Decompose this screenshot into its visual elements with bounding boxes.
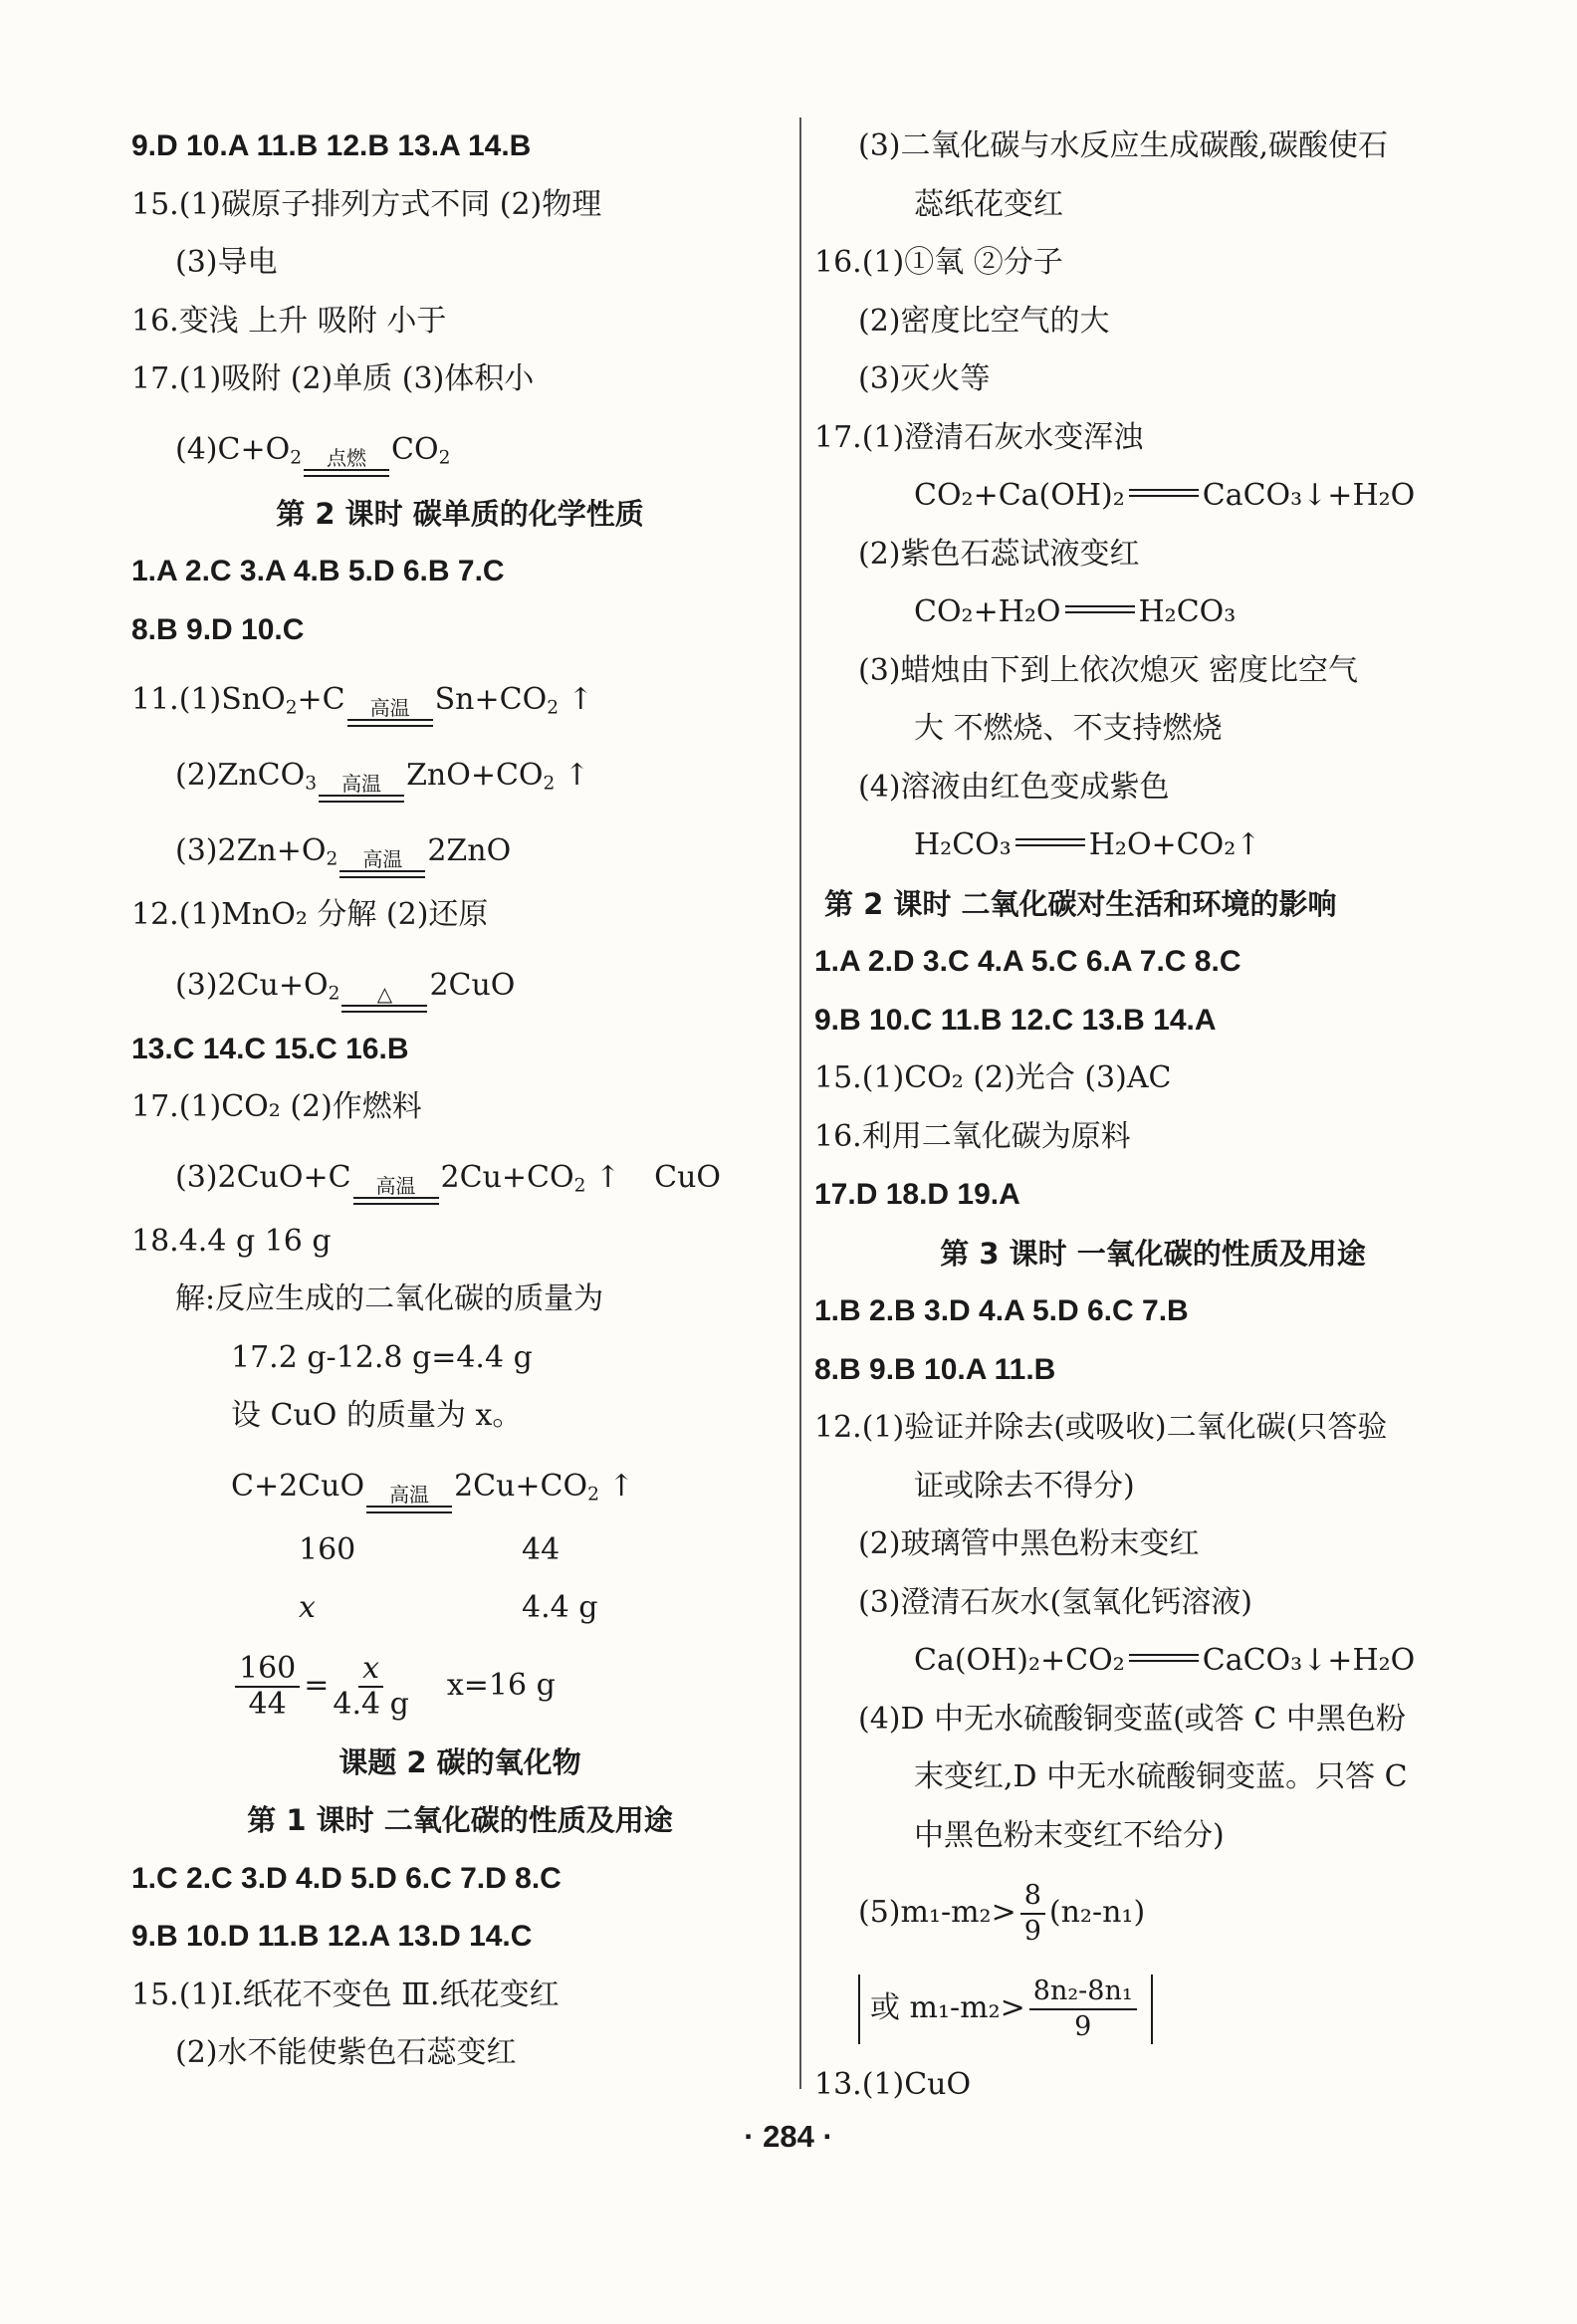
answer-line: 12.(1)验证并除去(或吸收)二氧化碳(只答验 bbox=[814, 1410, 1388, 1445]
section-heading: 第 2 课时 碳单质的化学性质 bbox=[276, 496, 644, 531]
answer-line: 解:反应生成的二氧化碳的质量为 bbox=[175, 1281, 604, 1316]
answer-line: (2)紫色石蕊试液变红 bbox=[858, 536, 1140, 572]
answer-line: 1.B 2.B 3.D 4.A 5.D 6.C 7.B bbox=[814, 1294, 1189, 1327]
page-number: · 284 · bbox=[744, 2119, 833, 2154]
answer-line: 末变红,D 中无水硫酸铜变蓝。只答 C bbox=[914, 1759, 1408, 1794]
equation-line: $(3)2Cu+O_2$ △ 2CuO bbox=[131, 945, 788, 1021]
reaction-condition: 高温 bbox=[353, 1175, 439, 1205]
fraction: $\frac{8}{9}$ bbox=[1020, 1879, 1045, 1949]
answer-line: 13.(1)CuO bbox=[814, 2067, 972, 2102]
answer-line: 设 CuO 的质量为 x。 bbox=[231, 1398, 523, 1433]
answer-line: 9.B 10.D 11.B 12.A 13.D 14.C bbox=[131, 1920, 533, 1953]
equation-line: C+2CuO 高温 $2Cu+CO_2$ ↑ bbox=[131, 1446, 788, 1521]
reaction-condition: 高温 bbox=[319, 773, 404, 803]
section-heading: 课题 2 碳的氧化物 bbox=[338, 1744, 581, 1779]
answer-line: 17.(1)CO₂ (2)作燃料 bbox=[131, 1089, 422, 1124]
answer-line: 17.2 g-12.8 g=4.4 g bbox=[231, 1339, 533, 1375]
answer-line: (3)导电 bbox=[175, 245, 278, 280]
inequality-line: (5)m₁-m₂> $\frac{8}{9}$ (n₂-n₁) bbox=[858, 1880, 1146, 1947]
section-heading: 第 2 课时 二氧化碳对生活和环境的影响 bbox=[824, 886, 1337, 921]
answer-line: 8.B 9.B 10.A 11.B bbox=[814, 1352, 1056, 1386]
answer-line: (2)密度比空气的大 bbox=[858, 303, 1110, 339]
answer-line: 17.D 18.D 19.A bbox=[814, 1178, 1020, 1211]
equation-line: $(4)C+O_2$ 点燃 $CO_2$ bbox=[131, 409, 788, 485]
answer-line: 15.(1)CO₂ (2)光合 (3)AC bbox=[814, 1060, 1172, 1095]
answer-line: 9.B 10.C 11.B 12.C 13.B 14.A bbox=[814, 1003, 1217, 1037]
fraction-line: $\frac{160}{44}$ = $\frac{x}{4.4 g}$ x=16 g bbox=[131, 1638, 788, 1734]
fraction: $\frac{x}{4.4 g}$ bbox=[333, 1650, 409, 1722]
answer-line: (2)水不能使紫色石蕊变红 bbox=[175, 2035, 517, 2070]
equation-line: (2)ZnCO$_3$ 高温 $ZnO+CO_2$ ↑ bbox=[131, 735, 788, 811]
equation-line: Ca(OH)₂+CO₂ CaCO₃↓+H₂O bbox=[914, 1643, 1416, 1678]
bracket-group: 或 m₁-m₂> $\frac{\text{8n₂-8n₁}}{9}$ bbox=[858, 1975, 1153, 2044]
reaction-condition: △ bbox=[341, 983, 427, 1013]
answer-line: 12.(1)MnO₂ 分解 (2)还原 bbox=[131, 897, 489, 932]
fraction: $\frac{\text{8n₂-8n₁}}{9}$ bbox=[1029, 1975, 1137, 2044]
answer-line: 1.C 2.C 3.D 4.D 5.D 6.C 7.D 8.C bbox=[131, 1861, 562, 1895]
answer-line: 中黑色粉末变红不给分) bbox=[914, 1817, 1225, 1853]
answer-line: 1.A 2.D 3.C 4.A 5.C 6.A 7.C 8.C bbox=[814, 945, 1241, 978]
answer-line: (3)二氧化碳与水反应生成碳酸,碳酸使石 bbox=[858, 128, 1389, 163]
reaction-condition: 高温 bbox=[339, 848, 425, 878]
reaction-condition: 高温 bbox=[366, 1484, 452, 1513]
answer-line: 15.(1)Ⅰ.纸花不变色 Ⅲ.纸花变红 bbox=[131, 1976, 560, 2012]
answer-line: (4)D 中无水硫酸铜变蓝(或答 C 中黑色粉 bbox=[858, 1701, 1406, 1737]
equation-line: $(3)2Zn+O_2$ 高温 2ZnO bbox=[131, 811, 788, 886]
section-heading: 第 3 课时 一氧化碳的性质及用途 bbox=[940, 1236, 1366, 1271]
equation-line: (3)2CuO+C 高温 $2Cu+CO_2$ ↑ CuO bbox=[131, 1137, 788, 1213]
answer-line: 17.(1)澄清石灰水变浑浊 bbox=[814, 419, 1144, 455]
equation-line: 11.(1)SnO$_2$+C 高温 $Sn+CO_2$ ↑ bbox=[131, 659, 788, 735]
answer-line: 16.变浅 上升 吸附 小于 bbox=[131, 303, 447, 339]
answer-line: (2)玻璃管中黑色粉末变红 bbox=[858, 1526, 1200, 1561]
column-divider bbox=[799, 117, 801, 2089]
answer-line: (4)溶液由红色变成紫色 bbox=[858, 769, 1170, 805]
answer-line: (3)澄清石灰水(氢氧化钙溶液) bbox=[858, 1584, 1252, 1620]
answer-line: (3)蜡烛由下到上依次熄灭 密度比空气 bbox=[858, 652, 1359, 688]
answer-line: 9.D 10.A 11.B 12.B 13.A 14.B bbox=[131, 129, 532, 162]
answer-line: x 4.4 g bbox=[299, 1590, 598, 1625]
equation-line: CO₂+H₂O H₂CO₃ bbox=[914, 594, 1237, 629]
answer-line: 1.A 2.C 3.A 4.B 5.D 6.B 7.C bbox=[131, 555, 505, 587]
answer-line: 大 不燃烧、不支持燃烧 bbox=[914, 711, 1223, 746]
inequality-line bbox=[814, 1961, 1491, 2056]
answer-line: 16.利用二氧化碳为原料 bbox=[814, 1118, 1131, 1154]
answer-line: 证或除去不得分) bbox=[914, 1468, 1135, 1504]
answer-line: 15.(1)碳原子排列方式不同 (2)物理 bbox=[131, 186, 602, 222]
section-heading: 第 1 课时 二氧化碳的性质及用途 bbox=[247, 1803, 673, 1837]
answer-line: 8.B 9.D 10.C bbox=[131, 612, 305, 646]
answer-line: 18.4.4 g 16 g bbox=[131, 1223, 332, 1259]
answer-line: 160 44 bbox=[299, 1531, 561, 1567]
answer-line: (3)灭火等 bbox=[858, 361, 991, 396]
fraction: $\frac{160}{44}$ bbox=[235, 1652, 300, 1722]
reaction-condition: 高温 bbox=[347, 697, 433, 727]
equation-line: H₂CO₃ H₂O+CO₂↑ bbox=[914, 827, 1261, 862]
right-column bbox=[814, 117, 1491, 2115]
equation-line: CO₂+Ca(OH)₂ CaCO₃↓+H₂O bbox=[914, 478, 1416, 513]
answer-line: 13.C 14.C 15.C 16.B bbox=[131, 1032, 409, 1065]
answer-line: 蕊纸花变红 bbox=[914, 186, 1063, 222]
reaction-condition: 点燃 bbox=[304, 447, 389, 477]
answer-line: 17.(1)吸附 (2)单质 (3)体积小 bbox=[131, 361, 535, 396]
answer-line: 16.(1)①氧 ②分子 bbox=[814, 245, 1063, 280]
left-column bbox=[131, 117, 788, 2083]
